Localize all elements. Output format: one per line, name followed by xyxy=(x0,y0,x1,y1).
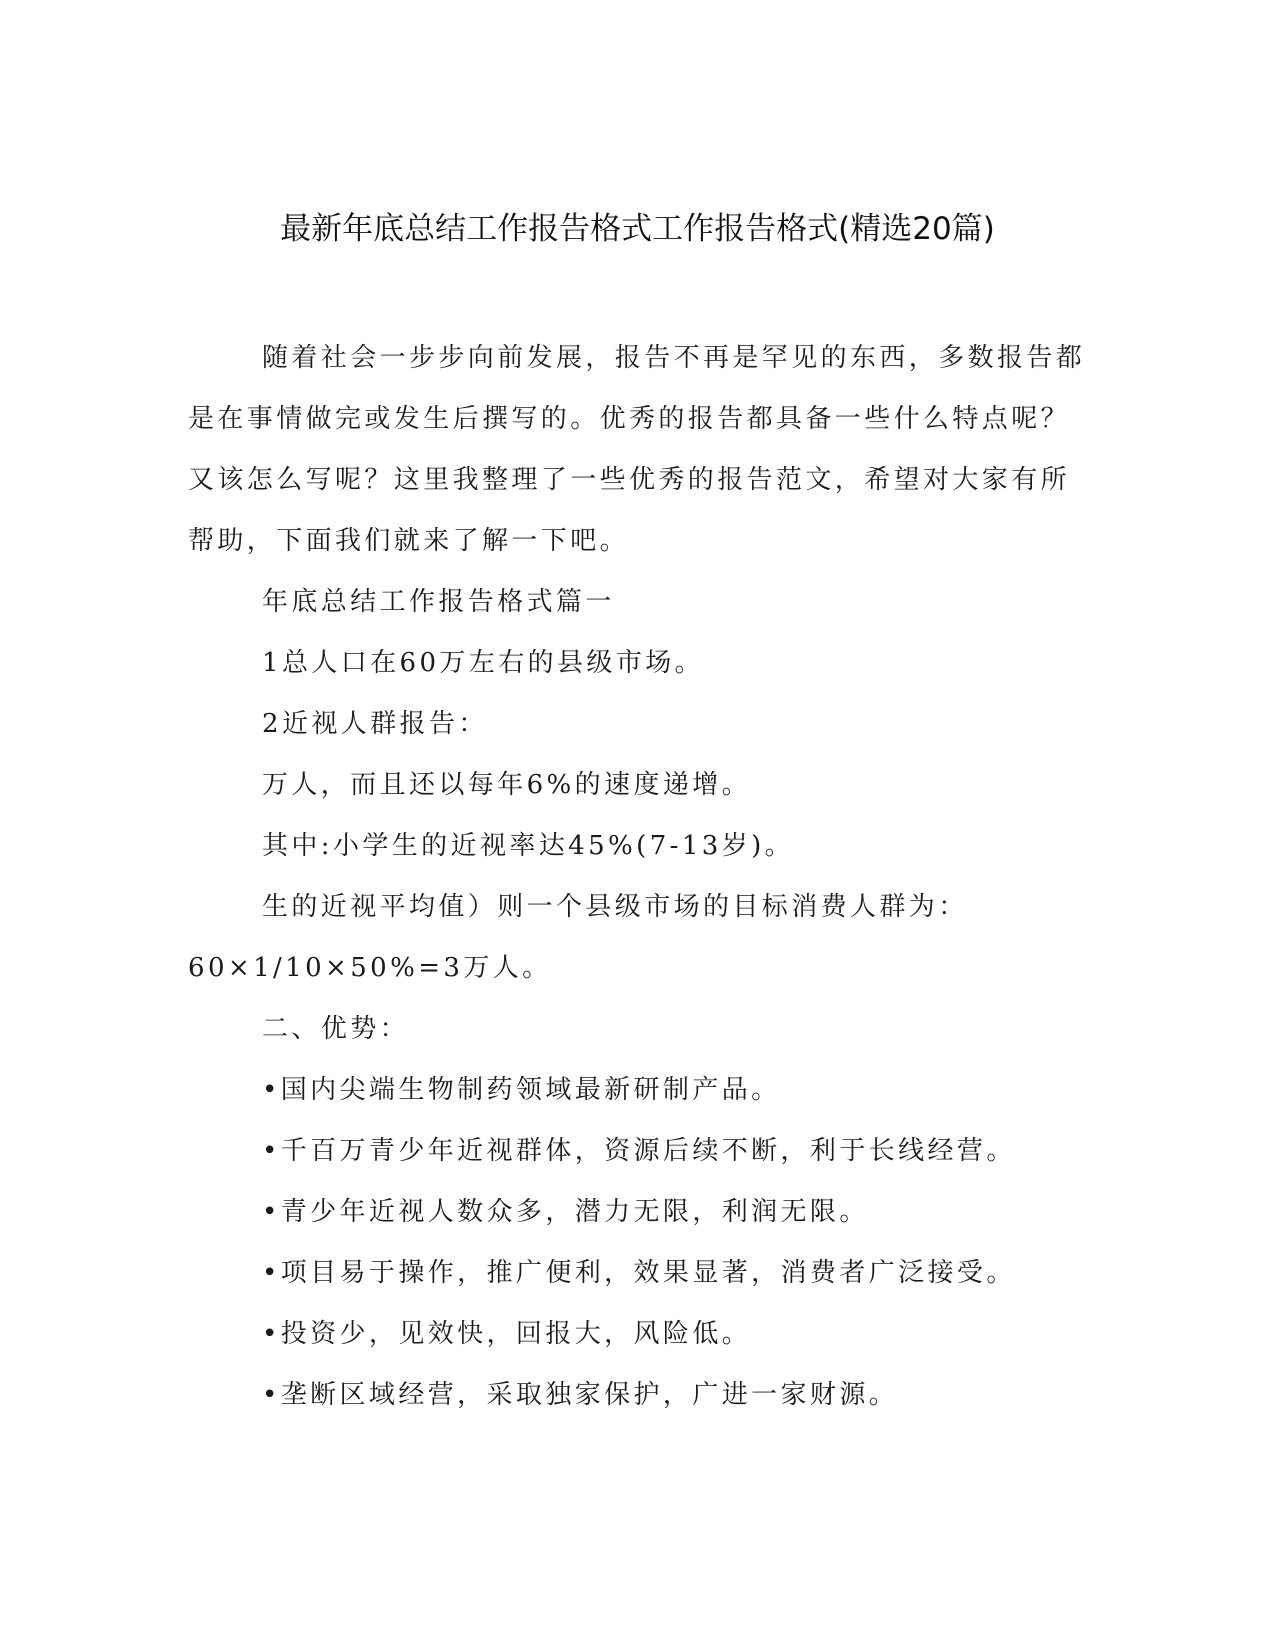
growth-line: 万人，而且还以每年6%的速度递增。 xyxy=(262,770,752,800)
myopia-rate-line: 其中:小学生的近视率达45%(7-13岁)。 xyxy=(262,831,795,861)
advantage-item: •国内尖端生物制药领域最新研制产品。 xyxy=(262,1075,781,1105)
intro-line: 帮助，下面我们就来了解一下吧。 xyxy=(188,526,630,556)
advantage-item: •投资少，见效快，回报大，风险低。 xyxy=(262,1319,752,1349)
advantage-item: •垄断区域经营，采取独家保护，广进一家财源。 xyxy=(262,1380,899,1410)
advantage-item: •青少年近视人数众多，潜力无限，利润无限。 xyxy=(262,1197,869,1227)
calculation-line: 60×1/10×50%=3万人。 xyxy=(188,953,552,983)
item-2: 2近视人群报告： xyxy=(262,709,488,739)
intro-line: 又该怎么写呢？这里我整理了一些优秀的报告范文，希望对大家有所 xyxy=(188,465,1071,495)
document-body xyxy=(188,328,1086,1426)
intro-line: 随着社会一步步向前发展，报告不再是罕见的东西，多数报告都 xyxy=(262,343,1086,373)
document-title: 最新年底总结工作报告格式工作报告格式(精选20篇) xyxy=(280,211,995,247)
advantages-heading: 二、优势： xyxy=(262,1014,410,1044)
advantage-item: •项目易于操作，推广便利，效果显著，消费者广泛接受。 xyxy=(262,1258,1016,1288)
intro-line: 是在事情做完或发生后撰写的。优秀的报告都具备一些什么特点呢？ xyxy=(188,404,1071,434)
section-heading: 年底总结工作报告格式篇一 xyxy=(262,587,615,617)
advantage-item: •千百万青少年近视群体，资源后续不断，利于长线经营。 xyxy=(262,1136,1016,1166)
item-1: 1总人口在60万左右的县级市场。 xyxy=(262,648,705,678)
target-consumers-line: 生的近视平均值）则一个县级市场的目标消费人群为： xyxy=(262,892,968,922)
